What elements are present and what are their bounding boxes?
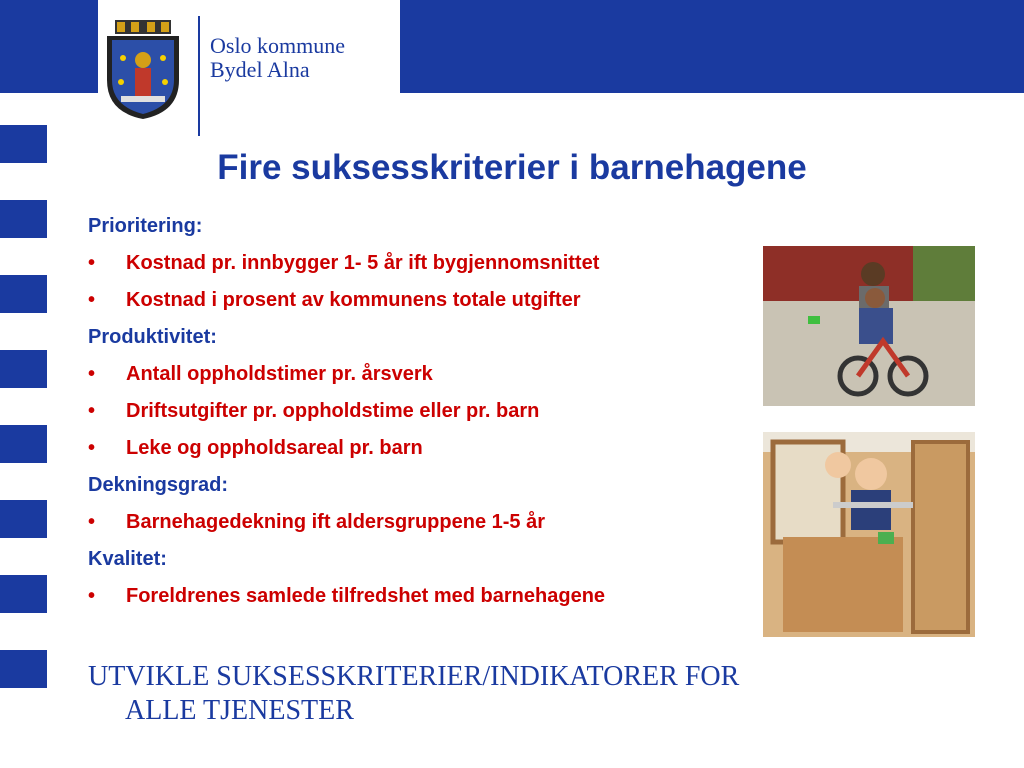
slide-title: Fire suksesskriterier i barnehagene	[217, 148, 807, 187]
footer-line2: ALLE TJENESTER	[125, 695, 354, 726]
bullet-text: Kostnad i prosent av kommunens totale utgifter	[126, 289, 581, 311]
bullet-icon: •	[88, 289, 96, 311]
organization-name	[210, 34, 345, 82]
decorative-square	[0, 500, 47, 538]
bullet-icon: •	[88, 585, 96, 607]
bullet-text: Leke og oppholdsareal pr. barn	[126, 437, 423, 459]
bullet-item	[88, 282, 758, 319]
decorative-square	[0, 650, 47, 688]
bullet-item	[88, 245, 758, 282]
bullet-icon: •	[88, 363, 96, 385]
footer-line1: UTVIKLE SUKSESSKRITERIER/INDIKATORER FOR	[88, 661, 740, 692]
bullet-item	[88, 504, 758, 541]
bullet-text: Antall oppholdstimer pr. årsverk	[126, 363, 433, 385]
org-name-line1: Oslo kommune	[210, 33, 346, 58]
bullet-item	[88, 578, 758, 615]
decorative-square	[0, 575, 47, 613]
bullet-icon: •	[88, 437, 96, 459]
children-tricycle-photo	[763, 246, 975, 406]
bullet-text: Driftsutgifter pr. oppholdstime eller pr. barn	[126, 400, 540, 422]
criteria-list	[88, 208, 758, 615]
section-heading-dekningsgrad: Dekningsgrad:	[88, 474, 229, 496]
bullet-icon: •	[88, 511, 96, 533]
bullet-item	[88, 356, 758, 393]
decorative-square	[0, 200, 47, 238]
oslo-crest-icon	[103, 20, 183, 120]
decorative-squares	[0, 125, 48, 725]
bullet-text: Barnehagedekning ift aldersgruppene 1-5 år	[126, 511, 545, 533]
bullet-icon: •	[88, 400, 96, 422]
decorative-square	[0, 350, 47, 388]
org-name-line2: Bydel Alna	[210, 57, 310, 82]
bullet-icon: •	[88, 252, 96, 274]
bullet-text: Foreldrenes samlede tilfredshet med barnehagene	[126, 585, 606, 607]
bullet-item	[88, 393, 758, 430]
footer-statement	[88, 660, 988, 728]
section-heading-prioritering: Prioritering:	[88, 215, 203, 237]
bullet-item	[88, 430, 758, 467]
decorative-square	[0, 275, 47, 313]
section-heading-produktivitet: Produktivitet:	[88, 326, 217, 348]
children-playhouse-photo	[763, 432, 975, 637]
section-heading-kvalitet: Kvalitet:	[88, 548, 167, 570]
header-divider	[198, 16, 200, 136]
bullet-text: Kostnad pr. innbygger 1- 5 år ift bygjennomsnittet	[126, 252, 600, 274]
decorative-square	[0, 425, 47, 463]
